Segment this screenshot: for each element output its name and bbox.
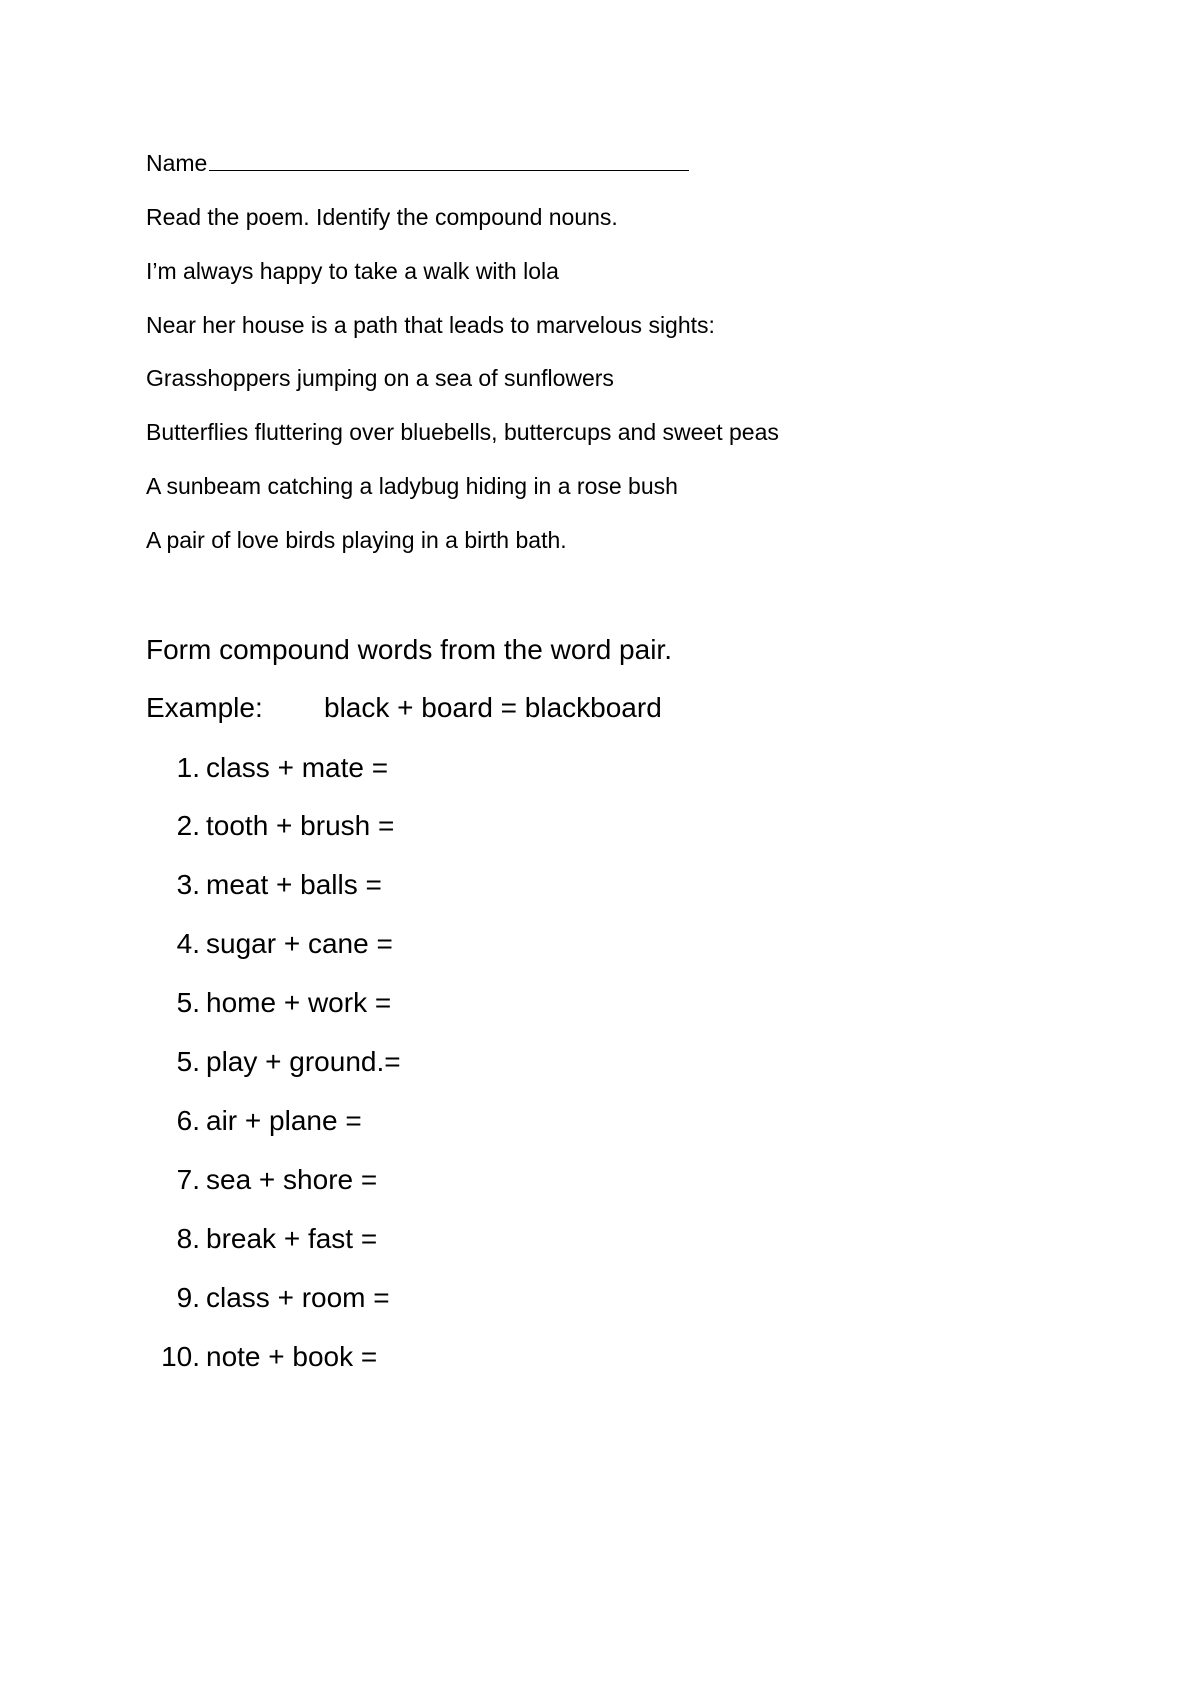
item-text: sugar + cane = (206, 928, 393, 959)
exercise-item (150, 1163, 377, 1197)
item-number: 6. (176, 1105, 200, 1136)
item-number: 3. (176, 869, 200, 900)
exercise-item (150, 1045, 401, 1079)
poem-instruction: Read the poem. Identify the compound nouns. (146, 204, 618, 230)
poem-line: Grasshoppers jumping on a sea of sunflowers (146, 365, 614, 391)
item-number: 5. (176, 987, 200, 1018)
exercise-item (150, 868, 382, 902)
item-text: air + plane = (206, 1105, 362, 1136)
item-text: note + book = (206, 1341, 378, 1372)
item-text: class + room = (206, 1282, 390, 1313)
poem-line: A pair of love birds playing in a birth bath. (146, 527, 567, 553)
item-number: 1. (176, 752, 200, 783)
poem-line: Near her house is a path that leads to marvelous sights: (146, 312, 715, 338)
exercise-item (150, 1340, 377, 1374)
name-blank[interactable] (209, 148, 689, 171)
item-number: 7. (176, 1164, 200, 1195)
section-title: Form compound words from the word pair. (146, 634, 672, 665)
item-text: meat + balls = (206, 869, 382, 900)
item-text: tooth + brush = (206, 810, 395, 841)
exercise-item (150, 1281, 390, 1315)
exercise-item (150, 927, 393, 961)
example-text: black + board = blackboard (324, 692, 662, 723)
item-text: home + work = (206, 987, 392, 1018)
item-number: 2. (176, 810, 200, 841)
poem-line: Butterflies fluttering over bluebells, buttercups and sweet peas (146, 419, 779, 445)
exercise-item (150, 1222, 377, 1256)
example-line (146, 691, 662, 725)
item-number: 4. (176, 928, 200, 959)
item-text: break + fast = (206, 1223, 378, 1254)
item-text: sea + shore = (206, 1164, 378, 1195)
exercise-item (150, 986, 391, 1020)
item-number: 9. (176, 1282, 200, 1313)
poem-line: A sunbeam catching a ladybug hiding in a rose bush (146, 473, 678, 499)
exercise-item (150, 751, 388, 785)
example-label: Example: (146, 692, 263, 723)
poem-line: I’m always happy to take a walk with lola (146, 258, 559, 284)
item-text: play + ground.= (206, 1046, 401, 1077)
item-text: class + mate = (206, 752, 389, 783)
name-label: Name (146, 150, 208, 176)
item-number: 8. (176, 1223, 200, 1254)
item-number: 5. (176, 1046, 200, 1077)
item-number: 10. (161, 1341, 200, 1372)
exercise-item (150, 1104, 362, 1138)
exercise-item (150, 809, 394, 843)
name-line (146, 148, 689, 178)
